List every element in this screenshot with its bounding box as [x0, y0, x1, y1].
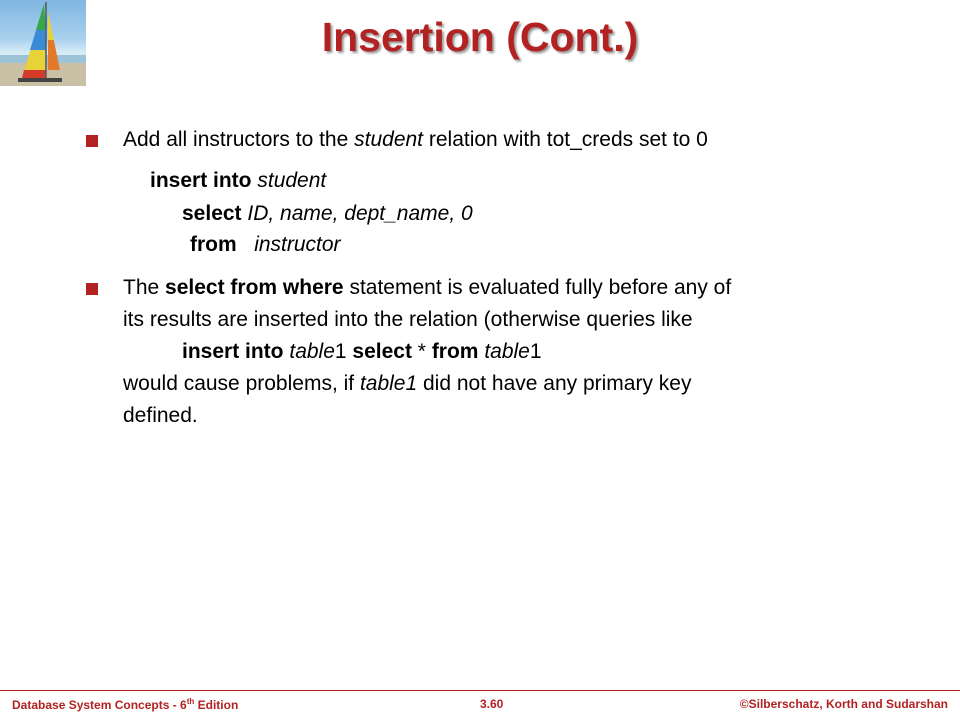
slide-title: Insertion (Cont.) — [321, 14, 639, 60]
square-bullet-icon — [86, 283, 98, 295]
footer-book-title: Database System Concepts - 6th Edition — [12, 697, 239, 712]
footer-page-number: 3.60 — [480, 697, 504, 711]
footer-divider — [0, 690, 960, 691]
footer-copyright: ©Silberschatz, Korth and Sudarshan — [739, 697, 948, 711]
bullet-2-line-3: insert into table1 select * from table1 — [182, 340, 542, 363]
sql-line-2: select ID, name, dept_name, 0 — [182, 202, 473, 225]
bullet-2-line-1: The select from where statement is evaluated fully before any of — [123, 276, 732, 299]
sql-line-1: insert into student — [150, 169, 327, 192]
bullet-2-line-4: would cause problems, if table1 did not have any primary key — [123, 372, 692, 395]
square-bullet-icon — [86, 135, 98, 147]
bullet-2-line-5: defined. — [123, 404, 198, 427]
sql-line-3: from instructor — [190, 233, 341, 256]
bullet-2-line-2: its results are inserted into the relation (otherwise queries like — [123, 308, 693, 331]
bullet-1-text: Add all instructors to the student relation with tot_creds set to 0 — [123, 128, 708, 151]
